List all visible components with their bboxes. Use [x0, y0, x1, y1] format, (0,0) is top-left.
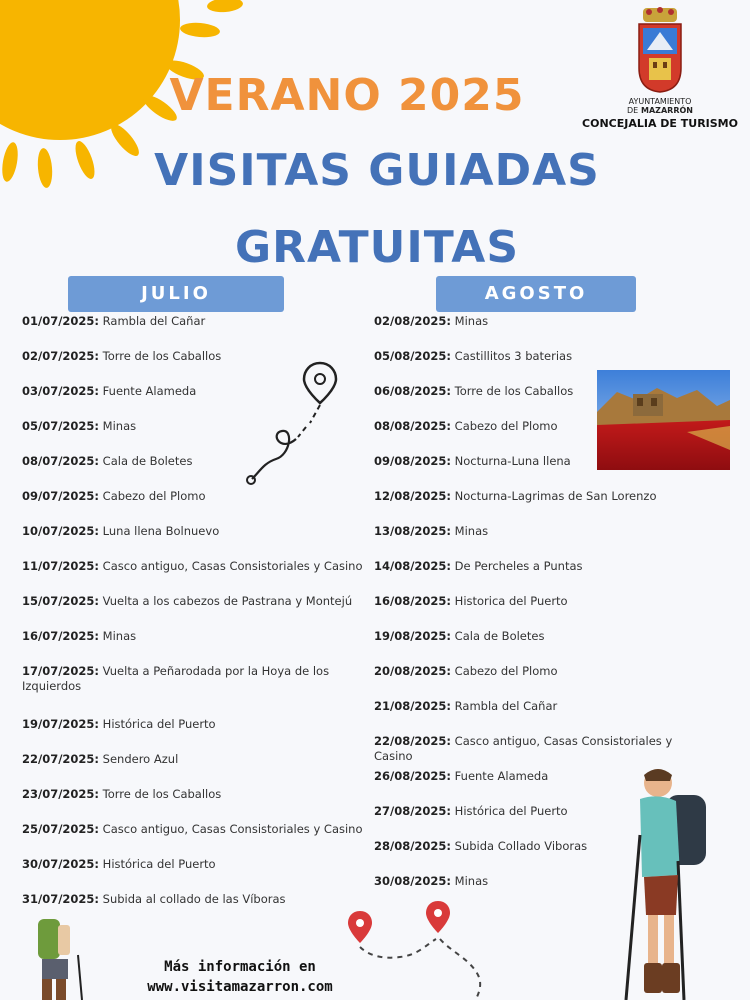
footer-url[interactable]: www.visitamazarron.com: [147, 979, 333, 995]
list-item: 08/07/2025: Cala de Boletes: [22, 454, 193, 468]
map-pin-route-icon: [240, 355, 350, 490]
hiker-icon: [620, 765, 730, 1000]
list-item: 20/08/2025: Cabezo del Plomo: [374, 664, 558, 678]
list-item: 28/08/2025: Subida Collado Viboras: [374, 839, 588, 853]
list-item: 03/07/2025: Fuente Alameda: [22, 384, 197, 398]
list-item: 11/07/2025: Casco antiguo, Casas Consistoriales y Casino: [22, 559, 363, 573]
list-item: 27/08/2025: Histórica del Puerto: [374, 804, 568, 818]
list-item: 09/07/2025: Cabezo del Plomo: [22, 489, 206, 503]
list-item: 17/07/2025: Vuelta a Peñarodada por la Hoya de los Izquierdos: [22, 664, 330, 693]
list-item: 15/07/2025: Vuelta a los cabezos de Pastrana y Montejú: [22, 594, 353, 608]
list-item: 12/08/2025: Nocturna-Lagrimas de San Lorenzo: [374, 489, 657, 503]
logo: [580, 6, 740, 130]
list-item: 19/08/2025: Cala de Boletes: [374, 629, 545, 643]
list-item: 30/08/2025: Minas: [374, 874, 489, 888]
list-item: 10/07/2025: Luna llena Bolnuevo: [22, 524, 220, 538]
list-item: 30/07/2025: Histórica del Puerto: [22, 857, 216, 871]
list-item: 16/07/2025: Minas: [22, 629, 137, 643]
map-pin-route-icon: [340, 895, 490, 1000]
list-item: 22/08/2025: Casco antiguo, Casas Consistoriales y Casino: [374, 734, 673, 763]
list-item: 21/08/2025: Rambla del Cañar: [374, 699, 558, 713]
month-header-julio: JULIO: [68, 276, 284, 312]
list-item: 02/08/2025: Minas: [374, 314, 489, 328]
title-visitas-guiadas: VISITAS GUIADAS: [154, 145, 600, 196]
hiker-icon: [30, 915, 90, 1000]
list-item: 13/08/2025: Minas: [374, 524, 489, 538]
logo-line3: CONCEJALIA DE TURISMO: [582, 117, 738, 130]
list-item: 01/07/2025: Rambla del Cañar: [22, 314, 206, 328]
list-item: 26/08/2025: Fuente Alameda: [374, 769, 549, 783]
footer-line1: Más información en: [164, 959, 316, 975]
list-item: 14/08/2025: De Percheles a Puntas: [374, 559, 583, 573]
title-verano: VERANO 2025: [169, 70, 525, 121]
logo-line1: AYUNTAMIENTO: [628, 97, 692, 106]
list-item: 19/07/2025: Histórica del Puerto: [22, 717, 216, 731]
list-item: 16/08/2025: Historica del Puerto: [374, 594, 568, 608]
landscape-photo: [597, 370, 730, 470]
month-header-agosto: AGOSTO: [436, 276, 636, 312]
list-item: 05/07/2025: Minas: [22, 419, 137, 433]
title-gratuitas: GRATUITAS: [234, 222, 520, 273]
footer-info: [120, 957, 360, 997]
coat-of-arms-icon: [635, 6, 685, 94]
list-item: 31/07/2025: Subida al collado de las Víboras: [22, 892, 286, 906]
list-item: 02/07/2025: Torre de los Caballos: [22, 349, 222, 363]
list-item: 06/08/2025: Torre de los Caballos: [374, 384, 574, 398]
logo-line2: DE MAZARRÓN: [627, 106, 693, 115]
list-item: 05/08/2025: Castillitos 3 baterias: [374, 349, 573, 363]
list-item: 25/07/2025: Casco antiguo, Casas Consistoriales y Casino: [22, 822, 363, 836]
list-item: 09/08/2025: Nocturna-Luna llena: [374, 454, 571, 468]
list-item: 08/08/2025: Cabezo del Plomo: [374, 419, 558, 433]
list-item: 22/07/2025: Sendero Azul: [22, 752, 179, 766]
list-item: 23/07/2025: Torre de los Caballos: [22, 787, 222, 801]
